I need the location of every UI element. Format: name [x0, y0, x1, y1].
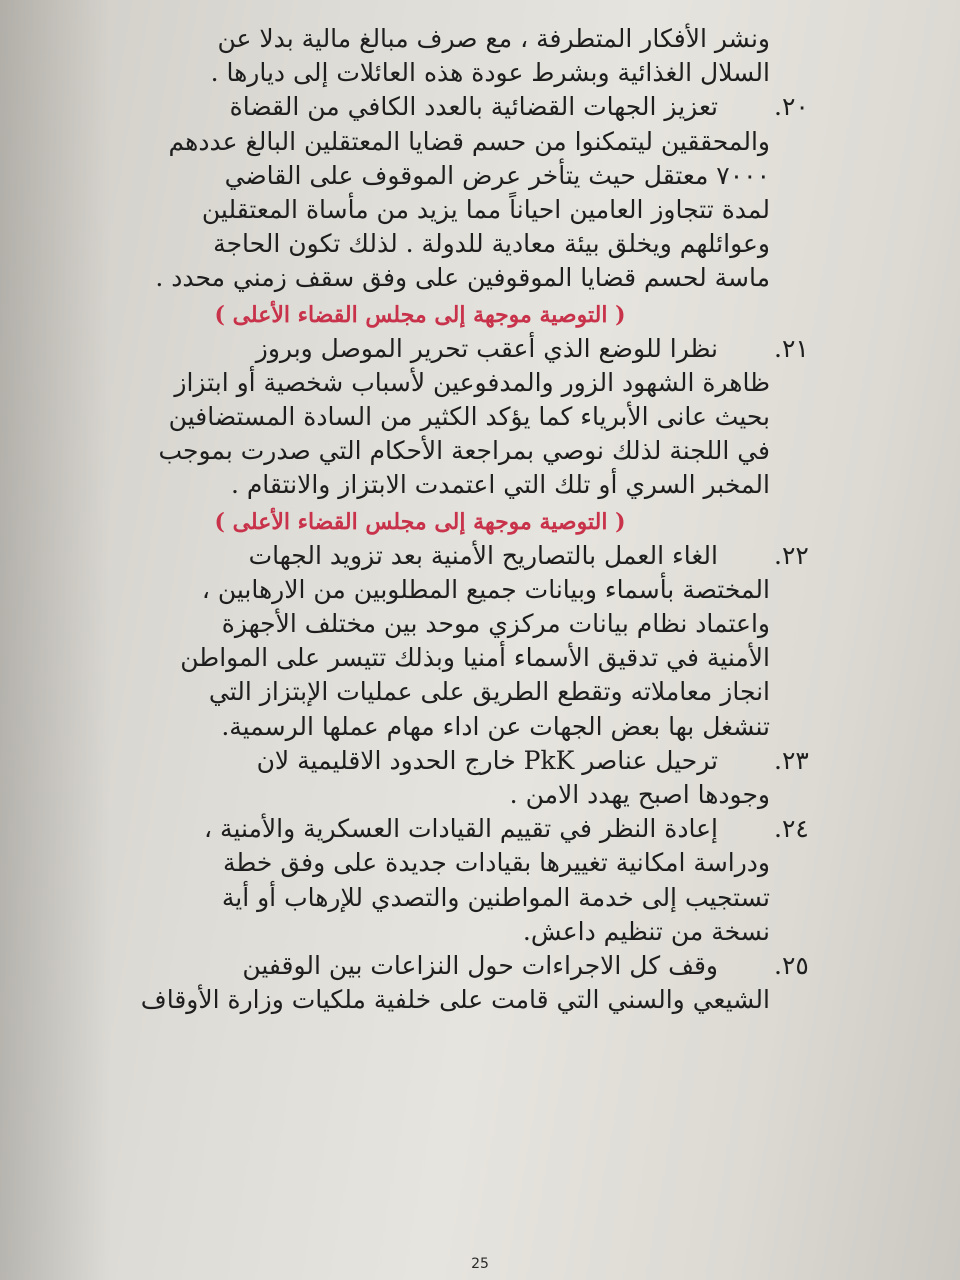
text-line: ونشر الأفكار المتطرفة ، مع صرف مبالغ مالية بدلا عن	[217, 24, 770, 53]
text-line: وقف كل الاجراءات حول النزاعات بين الوقفين	[242, 951, 718, 981]
recommendation-note: ( التوصية موجهة إلى مجلس القضاء الأعلى )	[214, 301, 626, 328]
list-item-22	[110, 539, 809, 744]
text-line: ٧٠٠٠ معتقل حيث يتأخر عرض الموقوف على القاضي	[224, 160, 770, 190]
item-text	[110, 812, 770, 949]
list-item-20	[110, 90, 809, 331]
text-line: الغاء العمل بالتصاريح الأمنية بعد تزويد الجهات	[248, 540, 718, 570]
text-line: والمحققين ليتمكنوا من حسم قضايا المعتقلين البالغ عددهم	[168, 126, 770, 156]
item-number: ٢٢.	[774, 540, 809, 570]
text-line: وعوائلهم ويخلق بيئة معادية للدولة . لذلك تكون الحاجة	[213, 229, 770, 259]
item-number: ٢٠.	[774, 92, 809, 122]
text-line: في اللجنة لذلك نوصي بمراجعة الأحكام التي صدرت بموجب	[158, 436, 770, 466]
text-line: ماسة لحسم قضايا الموقوفين على وفق سقف زمني محدد .	[155, 263, 770, 293]
item-number: ٢٣.	[774, 745, 809, 775]
text-line: لمدة تتجاوز العامين احياناً مما يزيد من مأساة المعتقلين	[201, 195, 770, 225]
text-line: السلال الغذائية وبشرط عودة هذه العائلات إلى ديارها .	[210, 58, 770, 88]
item-text	[110, 332, 770, 503]
text-line: المختصة بأسماء وبيانات جميع المطلوبين من الارهابين ،	[201, 574, 770, 604]
item-text	[110, 744, 770, 812]
text-line: الشيعي والسني التي قامت على خلفية ملكيات وزارة الأوقاف	[140, 985, 770, 1015]
page-number: 25	[471, 1256, 489, 1272]
text-line: المخبر السري أو تلك التي اعتمدت الابتزاز والانتقام .	[230, 470, 770, 500]
item-text	[110, 90, 770, 295]
list-item-24	[110, 812, 809, 949]
list-item-21	[110, 332, 809, 539]
item-number: ٢٤.	[774, 814, 809, 844]
text-line: تنشغل بها بعض الجهات عن اداء مهام عملها الرسمية.	[221, 711, 770, 741]
text-line: الأمنية في تدقيق الأسماء أمنيا وبذلك تتيسر على المواطن	[180, 643, 770, 673]
text-line: إعادة النظر في تقييم القيادات العسكرية والأمنية ،	[204, 814, 718, 844]
text-line: واعتماد نظام بيانات مركزي موحد بين مختلف الأجهزة	[221, 609, 770, 639]
text-line: تستجيب إلى خدمة المواطنين والتصدي للإرهاب أو أية	[221, 882, 770, 912]
text-line: ترحيل عناصر PkK خارج الحدود الاقليمية لان	[256, 745, 718, 775]
text-line: نظرا للوضع الذي أعقب تحرير الموصل وبروز	[255, 333, 718, 363]
text-line: وجودها اصبح يهدد الامن .	[509, 780, 770, 810]
item-text	[110, 539, 770, 744]
page-shadow	[0, 0, 110, 1280]
text-line: انجاز معاملاته وتقطع الطريق على عمليات الإبتزاز التي	[208, 677, 770, 707]
text-line: تعزيز الجهات القضائية بالعدد الكافي من القضاة	[229, 92, 718, 122]
text-line: ظاهرة الشهود الزور والمدفوعين لأسباب شخصية أو ابتزاز	[174, 367, 770, 397]
text-line: ودراسة امكانية تغييرها بقيادات جديدة على وفق خطة	[223, 848, 770, 878]
text-line: بحيث عانى الأبرياء كما يؤكد الكثير من السادة المستضافين	[168, 402, 770, 432]
list-item-25	[110, 949, 809, 1017]
item-number: ٢١.	[774, 333, 809, 363]
continuation-paragraph	[110, 22, 770, 90]
document-body	[110, 22, 809, 1017]
text-line: نسخة من تنظيم داعش.	[522, 916, 770, 946]
list-item-23	[110, 744, 809, 812]
item-text	[110, 949, 770, 1017]
item-number: ٢٥.	[774, 951, 809, 981]
recommendation-note: ( التوصية موجهة إلى مجلس القضاء الأعلى )	[214, 508, 626, 535]
